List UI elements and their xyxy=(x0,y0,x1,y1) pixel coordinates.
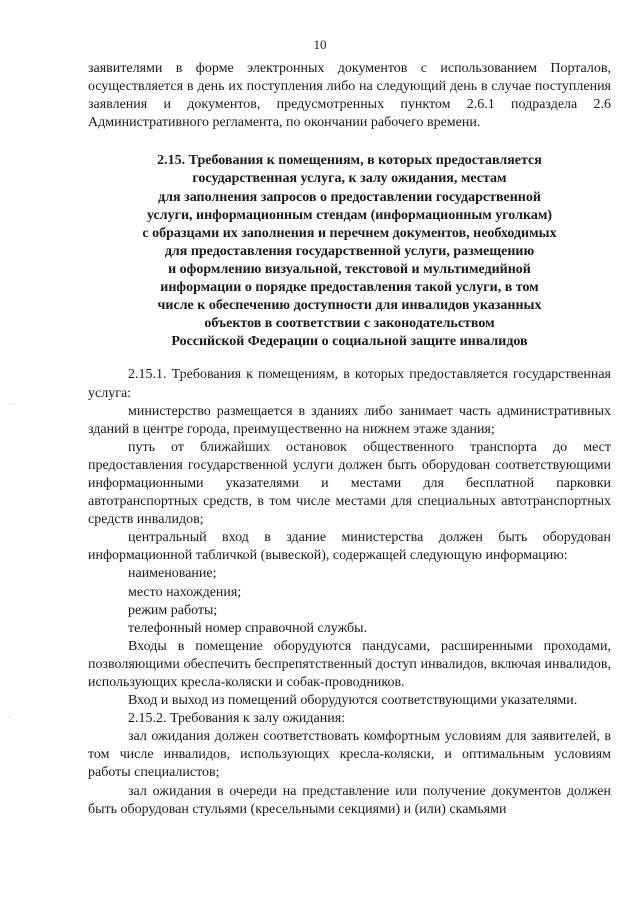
paragraph: Входы в помещение оборудуются пандусами, расширенными проходами, позволяющими обеспечить беспрепятственный доступ инвалидов, включая инвалидов, использующих кресла-коляски и собак-проводников. xyxy=(88,638,611,690)
list-item: телефонный номер справочной службы. xyxy=(128,620,368,636)
heading-line: с образцами их заполнения и перечнем документов, необходимых xyxy=(142,225,557,241)
heading-line: объектов в соответствии с законодательством xyxy=(204,316,495,332)
list-item: наименование; xyxy=(128,566,217,582)
heading-line: информации о порядке предоставления такой услуги, в том xyxy=(160,280,539,296)
paragraph: Вход и выход из помещений оборудуются соответствующими указателями. xyxy=(128,693,578,709)
page-number: 10 xyxy=(313,37,327,52)
margin-mark: · xyxy=(8,713,11,722)
intro-paragraph: заявителями в форме электронных документов с использованием Порталов, осуществляется в день их поступления либо на следующий день в случае поступления заявления и документов, предусмотренных пунктом 2.6.1 подраздела 2.6 Административного регламента, по окончании рабочего времени. xyxy=(88,61,611,131)
heading-line: числе к обеспечению доступности для инвалидов указанных xyxy=(157,298,542,314)
heading-line: 2.15. Требования к помещениям, в которых предоставляется xyxy=(157,153,542,169)
paragraph: министерство размещается в зданиях либо занимает часть административных зданий в центре города, преимущественно на нижнем этаже здания; xyxy=(88,403,611,437)
heading-line: Российской Федерации о социальной защите инвалидов xyxy=(171,334,528,350)
paragraph-2-15-2: 2.15.2. Требования к залу ожидания: xyxy=(128,711,346,727)
heading-line: услуги, информационным стендам (информационным уголкам) xyxy=(146,207,553,223)
document-body xyxy=(88,60,611,819)
margin-mark: · · xyxy=(8,400,16,409)
paragraph: зал ожидания должен соответствовать комфортным условиям для заявителей, в том числе инвалидов, использующих кресла-коляски, и оптимальным условиям работы специалистов; xyxy=(88,729,611,781)
paragraph: зал ожидания в очереди на представление или получение документов должен быть оборудован стульями (кресельными секциями) и (или) скамьями xyxy=(88,783,611,817)
list-item: место нахождения; xyxy=(128,584,242,600)
list-item: режим работы; xyxy=(128,602,218,618)
paragraph: центральный вход в здание министерства должен быть оборудован информационной табличкой (вывеской), содержащей следующую информацию: xyxy=(88,530,611,564)
section-heading xyxy=(88,152,611,351)
heading-line: государственная услуга, к залу ожидания, местам xyxy=(192,171,507,187)
paragraph-2-15-1: 2.15.1. Требования к помещениям, в которых предоставляется государственная услуга: xyxy=(88,367,611,401)
heading-line: для заполнения запросов о предоставлении государственной xyxy=(158,189,541,205)
heading-line: для предоставления государственной услуги, размещению xyxy=(164,243,535,259)
paragraph: путь от ближайших остановок общественного транспорта до мест предоставления государственной услуги должен быть оборудован соответствующими информационными указателями и местами для бесплатной парковки автотранспортных средств, в том числе местами для специальных автотранспортных средств инвалидов; xyxy=(88,439,611,528)
heading-line: и оформлению визуальной, текстовой и мультимедийной xyxy=(168,261,531,277)
